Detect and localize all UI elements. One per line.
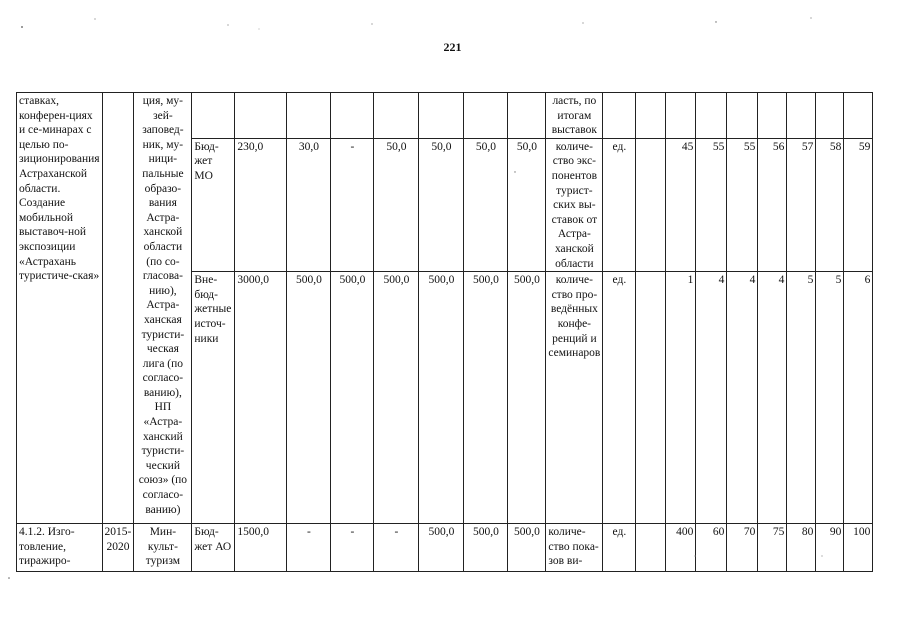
target-value-cell: 6 bbox=[844, 272, 873, 524]
year-value-cell: 500,0 bbox=[419, 272, 464, 524]
year-value-cell: 500,0 bbox=[331, 272, 374, 524]
year-value-cell: - bbox=[374, 524, 419, 572]
source-cell: Бюд-жет МО bbox=[192, 138, 235, 271]
target-value-cell: 75 bbox=[758, 524, 787, 572]
scan-speck bbox=[582, 22, 583, 23]
target-value-cell: 59 bbox=[844, 138, 873, 271]
event-name-cell: 4.1.2. Изго-товление, тиражиро- bbox=[17, 524, 103, 572]
scan-speck bbox=[8, 577, 10, 579]
source-cell: Бюд-жет АО bbox=[192, 524, 235, 572]
scan-speck bbox=[94, 18, 95, 19]
scan-speck bbox=[371, 23, 372, 24]
year-value-cell: 50,0 bbox=[419, 138, 464, 271]
target-value-cell: 55 bbox=[696, 138, 727, 271]
target-value-cell: 4 bbox=[696, 272, 727, 524]
target-value-cell: 400 bbox=[666, 524, 696, 572]
target-value-cell: 100 bbox=[844, 524, 873, 572]
scan-speck bbox=[715, 21, 716, 22]
target-value-cell: 80 bbox=[787, 524, 816, 572]
table-row-continuation bbox=[17, 93, 873, 139]
year-value-cell: 500,0 bbox=[419, 524, 464, 572]
year-value-cell: 50,0 bbox=[464, 138, 508, 271]
unit-cell: ед. bbox=[603, 138, 636, 271]
target-value-cell: 45 bbox=[666, 138, 696, 271]
scan-speck bbox=[227, 24, 228, 25]
executor-cell: ция, му-зей-заповед-ник, му-ници-пальные образо-вания Астра-ханской области (по со-гласова-нию), Астра-ханская туристи-ческая лига (по согласо-ванию), НП «Астра-ханский туристи-ческий союз» (по согласо-ванию) bbox=[134, 93, 192, 524]
target-value-cell: 58 bbox=[816, 138, 844, 271]
unit-cell: ед. bbox=[603, 272, 636, 524]
indicator-cell: количе-ство пока-зов ви- bbox=[546, 524, 603, 572]
unit-cell: ед. bbox=[603, 524, 636, 572]
target-value-cell: 5 bbox=[816, 272, 844, 524]
page-number: 221 bbox=[443, 40, 462, 54]
year-value-cell: 500,0 bbox=[464, 272, 508, 524]
year-value-cell: - bbox=[331, 138, 374, 271]
scan-speck bbox=[810, 17, 811, 18]
target-value-cell: 57 bbox=[787, 138, 816, 271]
year-value-cell: 50,0 bbox=[374, 138, 419, 271]
table-row bbox=[17, 524, 873, 572]
indicator-cell-top: ласть, по итогам выставок bbox=[546, 93, 603, 139]
period-cell bbox=[102, 93, 134, 524]
target-value-cell: 70 bbox=[727, 524, 758, 572]
total-cell: 3000,0 bbox=[235, 272, 287, 524]
total-cell: 230,0 bbox=[235, 138, 287, 271]
year-value-cell: 50,0 bbox=[508, 138, 546, 271]
event-name-cell: ставках, конферен-циях и се-минарах с целью по-зиционирования Астраханской области. Создание мобильной выставоч-ной экспозиции «Астрахань туристиче-ская» bbox=[17, 93, 103, 524]
target-value-cell: 60 bbox=[696, 524, 727, 572]
year-value-cell: - bbox=[287, 524, 331, 572]
scan-speck bbox=[21, 26, 23, 28]
source-cell: Вне-бюд-жетные источ-ники bbox=[192, 272, 235, 524]
target-value-cell: 56 bbox=[758, 138, 787, 271]
year-value-cell: - bbox=[331, 524, 374, 572]
scan-speck bbox=[259, 29, 260, 30]
year-value-cell: 500,0 bbox=[287, 272, 331, 524]
indicator-cell: количе-ство про-ведённых конфе-ренций и семинаров bbox=[546, 272, 603, 524]
target-value-cell: 4 bbox=[727, 272, 758, 524]
year-value-cell: 500,0 bbox=[508, 524, 546, 572]
target-value-cell: 1 bbox=[666, 272, 696, 524]
year-value-cell: 500,0 bbox=[374, 272, 419, 524]
total-cell: 1500,0 bbox=[235, 524, 287, 572]
program-table bbox=[16, 92, 873, 572]
target-value-cell: 5 bbox=[787, 272, 816, 524]
target-value-cell: 90 bbox=[816, 524, 844, 572]
indicator-cell: количе-ство экс-понентов турист-ских вы-ставок от Астра-ханской области bbox=[546, 138, 603, 271]
period-cell: 2015-2020 bbox=[102, 524, 134, 572]
year-value-cell: 30,0 bbox=[287, 138, 331, 271]
year-value-cell: 500,0 bbox=[464, 524, 508, 572]
year-value-cell: 500,0 bbox=[508, 272, 546, 524]
target-value-cell: 55 bbox=[727, 138, 758, 271]
executor-cell: Мин-культ-туризм bbox=[134, 524, 192, 572]
target-value-cell: 4 bbox=[758, 272, 787, 524]
